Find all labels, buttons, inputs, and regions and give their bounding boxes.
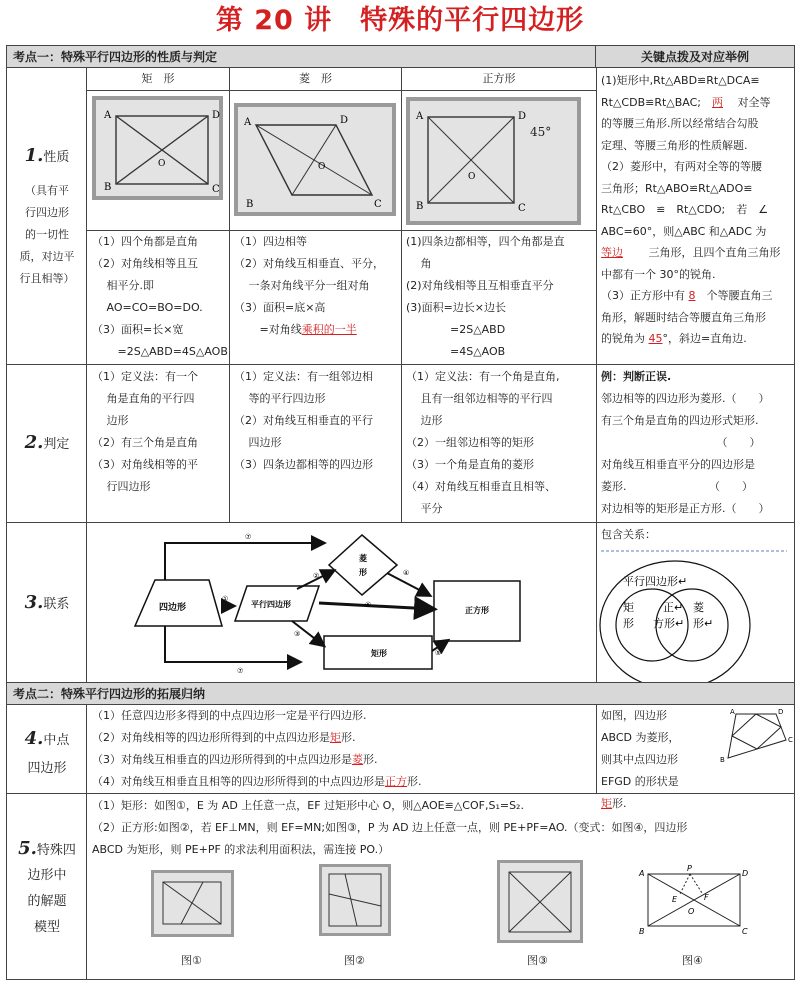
- para-text: 平行四边形: [251, 600, 291, 609]
- venn-title: 包含关系：: [601, 528, 656, 541]
- col-rect: 矩 形: [87, 68, 229, 91]
- figure-4-diagram: [636, 862, 754, 940]
- svg-text:B: B: [720, 756, 725, 764]
- row-properties-sub: （具有平 行四边形 的一切性 质，对边平 行且相等）: [19, 184, 75, 285]
- rectangle-photo: [92, 96, 223, 200]
- svg-text:④: ④: [403, 569, 410, 577]
- svg-text:F: F: [704, 893, 709, 902]
- criteria-example: 例：判断正误. 邻边相等的四边形为菱形.（ ） 有三个角是直角的四边形式矩形. （ ） 对角线互相垂直平分的四边形是 菱形. （ ） 对边相等的矩形是正方形.（ ）: [601, 370, 770, 515]
- svg-text:②: ②: [313, 572, 320, 580]
- svg-text:B: B: [639, 927, 645, 936]
- svg-text:E: E: [672, 895, 678, 904]
- svg-text:C: C: [742, 927, 748, 936]
- figure-3-caption: 图③: [527, 954, 548, 967]
- svg-text:D: D: [742, 869, 749, 878]
- svg-text:O: O: [318, 162, 326, 172]
- square-text: 正方形: [465, 606, 489, 615]
- svg-text:方形↵: 方形↵: [653, 617, 685, 630]
- page-title: 第 20 讲 特殊的平行四边形: [215, 5, 585, 36]
- svg-text:⑦: ⑦: [237, 667, 244, 675]
- rhombus-properties: （1）四边相等 （2）对角线互相垂直、平分， 一条对角线平分一组对角 （3）面积=底×高 =对角线乘积的一半: [234, 235, 384, 336]
- svg-text:D: D: [778, 708, 784, 716]
- section-two-header: 考点二：特殊平行四边形的拓展归纳: [7, 683, 794, 705]
- figure-2-caption: 图②: [344, 954, 365, 967]
- figure-2-photo: [319, 864, 391, 936]
- svg-text:形: 形: [359, 568, 367, 577]
- rect-text: 矩形: [371, 649, 387, 658]
- svg-text:P: P: [687, 864, 692, 873]
- svg-text:B: B: [246, 199, 254, 210]
- model-descriptions: （1）矩形：如图①，E 为 AD 上任意一点，EF 过矩形中心 O，则△AOE≌△COF,S₁=S₂. （2）正方形:如图②，若 EF⊥MN，则 EF=MN;如图③，P 为 AD 边上任意一点，则 PE+PF=AO.（变式：如图④，四边形 ABCD 为矩形，则 PE+PF 的求法利用面积法，需连接 PO.）: [92, 799, 688, 856]
- rhombus-text: 菱: [359, 554, 367, 563]
- svg-text:矩: 矩: [623, 601, 634, 614]
- svg-text:C: C: [518, 203, 526, 214]
- relation-flow-diagram: [87, 523, 596, 682]
- svg-text:A: A: [244, 117, 252, 128]
- right-header: 关键点拨及对应举例: [596, 46, 794, 68]
- svg-text:⑤: ⑤: [435, 649, 442, 657]
- rhombus-criteria: （1）定义法：有一组邻边相 等的平行四边形 （2）对角线互相垂直的平行 四边形 （3）四条边都相等的四边形: [234, 370, 373, 471]
- square-photo: [406, 97, 581, 225]
- figure-1-photo: [151, 870, 234, 937]
- row-midpoint-label: 4.中点 四边形: [24, 728, 70, 776]
- inclusion-venn-diagram: [597, 545, 793, 681]
- properties-tips: (1)矩形中,Rt△ABD≌Rt△DCA≌ Rt△CDB≌Rt△BAC; 两 对全等 的等腰三角形.所以经常结合勾股 定理、等腰三角形的性质解题. （2）菱形中，有两对全等的等腰 三角形；Rt△ABO≌Rt△ADO≌ Rt△CBO ≌ Rt△CDO; 若 ∠ ABC=60°，则△ABC 和△ADC 为 等边 三角形，且四个直角三角形 中都有一个 30°的锐角. （3）正方形中有 8 个等腰直角三 角形，解题时结合等腰直角三角形 的锐角为 45°，斜边=直角边.: [601, 74, 781, 345]
- svg-text:C: C: [374, 199, 382, 210]
- rect-criteria: （1）定义法：有一个 角是直角的平行四 边形 （2）有三个角是直角 （3）对角线相等的平 行四边形: [92, 370, 198, 493]
- row-models-label: 5.特殊四 边形中 的解题 模型: [18, 838, 76, 935]
- svg-text:①: ①: [222, 595, 229, 603]
- row-relation-label: 3.联系: [24, 592, 70, 613]
- rhombus-photo: [234, 103, 396, 216]
- section-one-header: 考点一：特殊平行四边形的性质与判定: [7, 46, 596, 68]
- figure-4-caption: 图④: [682, 954, 703, 967]
- svg-text:A: A: [639, 869, 645, 878]
- midpoint-figure: [706, 706, 792, 768]
- angle-45-label: 45°: [530, 125, 552, 139]
- svg-text:O: O: [468, 172, 476, 182]
- col-rhombus: 菱 形: [230, 68, 401, 91]
- figure-1-caption: 图①: [181, 954, 202, 967]
- row-properties-label: 1.性质: [24, 145, 70, 166]
- svg-text:A: A: [104, 110, 112, 121]
- rect-properties: （1）四个角都是直角 （2）对角线相等且互 相平分.即 AO=CO=BO=DO. （3）面积=长×宽 =2S△ABD=4S△AOB: [92, 235, 228, 358]
- svg-text:形↵: 形↵: [693, 617, 714, 630]
- midpoint-rules: （1）任意四边形多得到的中点四边形一定是平行四边形. （2）对角线相等的四边形所得到的中点四边形是矩形. （3）对角线互相垂直的四边形所得到的中点四边形是菱形. （4）对角线互相垂直且相等的四边形所得到的中点四边形是正方形.: [92, 709, 422, 788]
- svg-text:A: A: [730, 708, 735, 716]
- svg-text:O: O: [158, 159, 166, 169]
- svg-text:B: B: [416, 201, 424, 212]
- quad-text: 四边形: [159, 603, 187, 613]
- svg-text:A: A: [416, 111, 424, 122]
- svg-text:⑦: ⑦: [245, 533, 252, 541]
- venn-para: 平行四边形↵: [623, 575, 688, 588]
- svg-text:D: D: [340, 115, 349, 126]
- square-criteria: （1）定义法：有一个角是直角, 且有一组邻边相等的平行四 边形 （2）一组邻边相等的矩形 （3）一个角是直角的菱形 （4）对角线互相垂直且相等、 平分: [406, 370, 560, 515]
- figure-3-photo: [497, 860, 583, 943]
- rhombus-node: [329, 535, 397, 595]
- square-properties: (1)四条边都相等，四个角都是直 角 (2)对角线相等且互相垂直平分 (3)面积=边长×边长 =2S△ABD =4S△AOB: [406, 235, 565, 358]
- svg-text:C: C: [212, 184, 220, 195]
- svg-text:D: D: [518, 111, 527, 122]
- svg-text:⑥: ⑥: [365, 601, 372, 609]
- svg-text:正↵: 正↵: [663, 601, 684, 614]
- svg-text:D: D: [212, 110, 221, 121]
- svg-text:菱: 菱: [693, 601, 704, 614]
- svg-text:形: 形: [623, 617, 634, 630]
- svg-text:O: O: [688, 907, 695, 916]
- row-criteria-label: 2.判定: [24, 432, 70, 453]
- col-square: 正方形: [402, 68, 596, 91]
- svg-text:C: C: [788, 736, 793, 744]
- svg-text:B: B: [104, 182, 112, 193]
- svg-text:③: ③: [294, 630, 301, 638]
- midpoint-tip: 如图，四边形 ABCD 为菱形， 则其中点四边形 EFGD 的形状是 矩形.: [601, 709, 680, 810]
